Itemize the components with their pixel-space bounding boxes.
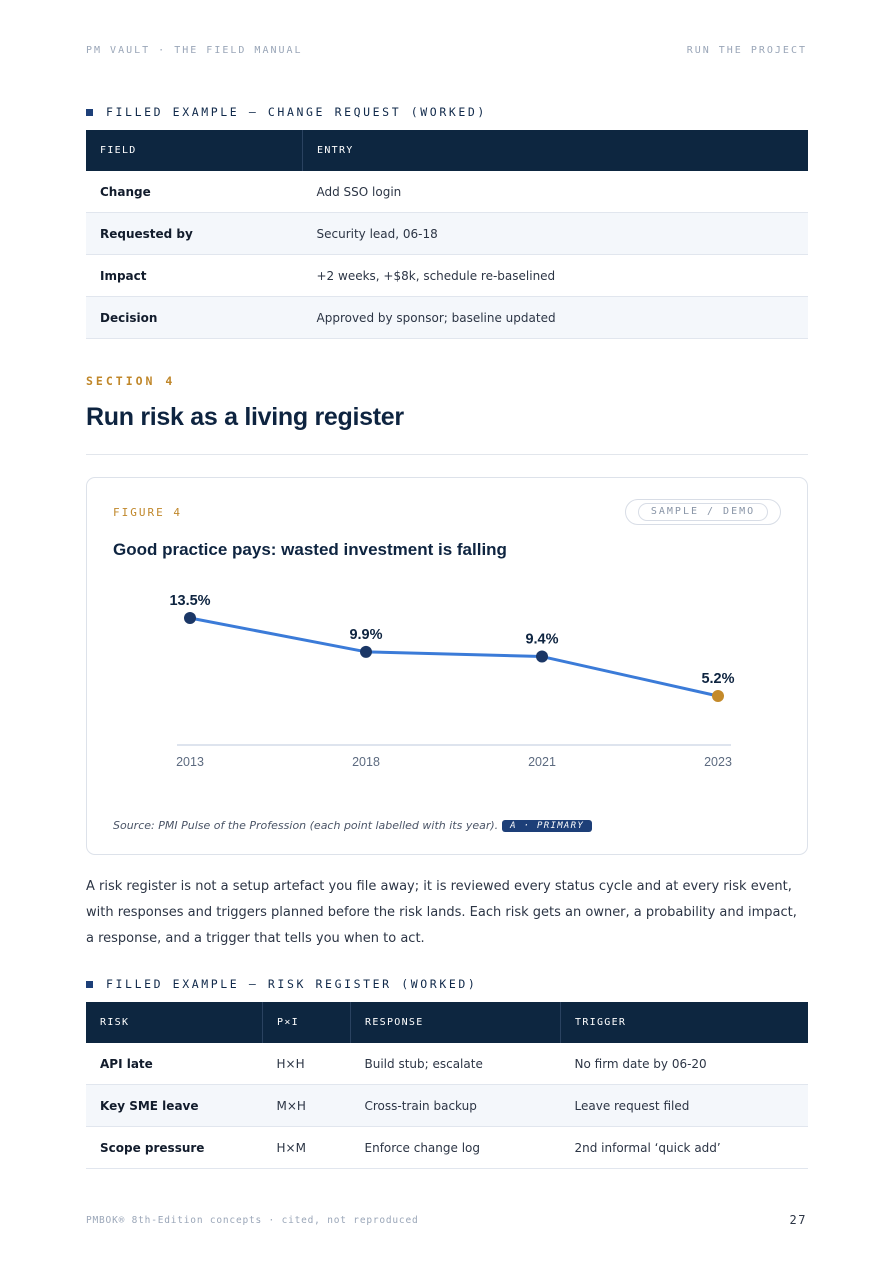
table-cell-trigger: 2nd informal ‘quick add’ xyxy=(561,1127,809,1169)
square-bullet-icon xyxy=(86,109,93,116)
data-point xyxy=(360,646,372,658)
data-point xyxy=(712,690,724,702)
table-cell-response: Enforce change log xyxy=(351,1127,561,1169)
table-cell-risk: Scope pressure xyxy=(86,1127,263,1169)
table-cell-field: Requested by xyxy=(86,213,303,255)
x-tick-label: 2013 xyxy=(176,755,204,769)
figure-title: Good practice pays: wasted investment is falling xyxy=(113,540,507,559)
table-cell-trigger: No firm date by 06-20 xyxy=(561,1043,809,1085)
table-cell-entry: +2 weeks, +$8k, schedule re-baselined xyxy=(303,255,809,297)
body-paragraph: A risk register is not a setup artefact you file away; it is reviewed every status cycle and at every risk event, with responses and triggers planned before the risk lands. Each risk gets an owner, a probability and impact, a response, and a trigger that tells you when to act. xyxy=(86,879,797,946)
section-title: Run risk as a living register xyxy=(86,403,404,431)
table-cell-trigger: Leave request filed xyxy=(561,1085,809,1127)
table-row xyxy=(86,297,808,339)
series-line xyxy=(190,618,718,696)
table-row xyxy=(86,171,808,213)
line-chart xyxy=(87,478,807,808)
figure-source xyxy=(113,819,592,832)
change-request-table xyxy=(86,130,808,339)
risk-register-table xyxy=(86,1002,808,1169)
page-number: 27 xyxy=(789,1213,807,1227)
section-divider xyxy=(86,454,808,455)
table-cell-response: Cross-train backup xyxy=(351,1085,561,1127)
column-header: RESPONSE xyxy=(351,1002,561,1043)
table-row xyxy=(86,1085,808,1127)
table-row xyxy=(86,255,808,297)
column-header: FIELD xyxy=(86,130,303,171)
table-cell-risk: Key SME leave xyxy=(86,1085,263,1127)
data-label: 13.5% xyxy=(169,593,211,609)
data-point xyxy=(184,612,196,624)
data-point xyxy=(536,651,548,663)
running-header-left: PM VAULT · THE FIELD MANUAL xyxy=(86,45,303,56)
risk-register-eyebrow-text: FILLED EXAMPLE — RISK REGISTER (WORKED) xyxy=(106,977,478,991)
table-cell-pxi: H×H xyxy=(263,1043,351,1085)
table-row xyxy=(86,213,808,255)
source-tag: A · PRIMARY xyxy=(502,820,592,832)
x-tick-label: 2021 xyxy=(528,755,556,769)
table-cell-field: Decision xyxy=(86,297,303,339)
column-header: RISK xyxy=(86,1002,263,1043)
risk-register-eyebrow xyxy=(86,977,477,991)
table-cell-pxi: M×H xyxy=(263,1085,351,1127)
table-cell-field: Impact xyxy=(86,255,303,297)
figure-label: FIGURE 4 xyxy=(113,506,182,519)
chart-marks xyxy=(169,593,734,769)
table-header-row xyxy=(86,130,808,171)
table-header-row xyxy=(86,1002,808,1043)
table-row xyxy=(86,1127,808,1169)
source-text: Source: PMI Pulse of the Profession (each point labelled with its year). xyxy=(113,819,499,832)
data-label: 5.2% xyxy=(701,671,735,687)
table-row xyxy=(86,1043,808,1085)
change-request-eyebrow xyxy=(86,105,487,119)
change-request-eyebrow-text: FILLED EXAMPLE — CHANGE REQUEST (WORKED) xyxy=(106,105,487,119)
x-tick-label: 2018 xyxy=(352,755,380,769)
square-bullet-icon xyxy=(86,981,93,988)
data-label: 9.4% xyxy=(525,631,559,648)
column-header: TRIGGER xyxy=(561,1002,809,1043)
table-cell-field: Change xyxy=(86,171,303,213)
x-tick-label: 2023 xyxy=(704,755,732,769)
table-cell-risk: API late xyxy=(86,1043,263,1085)
running-header-right: RUN THE PROJECT xyxy=(686,45,807,56)
section-label: SECTION 4 xyxy=(86,374,176,388)
table-cell-response: Build stub; escalate xyxy=(351,1043,561,1085)
figure-card xyxy=(86,477,808,855)
table-cell-pxi: H×M xyxy=(263,1127,351,1169)
footer-note: PMBOK® 8th-Edition concepts · cited, not reproduced xyxy=(86,1215,419,1226)
column-header: ENTRY xyxy=(303,130,809,171)
table-cell-entry: Add SSO login xyxy=(303,171,809,213)
table-cell-entry: Approved by sponsor; baseline updated xyxy=(303,297,809,339)
table-cell-entry: Security lead, 06-18 xyxy=(303,213,809,255)
column-header: P×I xyxy=(263,1002,351,1043)
data-label: 9.9% xyxy=(349,626,383,643)
sample-badge-text: SAMPLE / DEMO xyxy=(638,503,768,521)
